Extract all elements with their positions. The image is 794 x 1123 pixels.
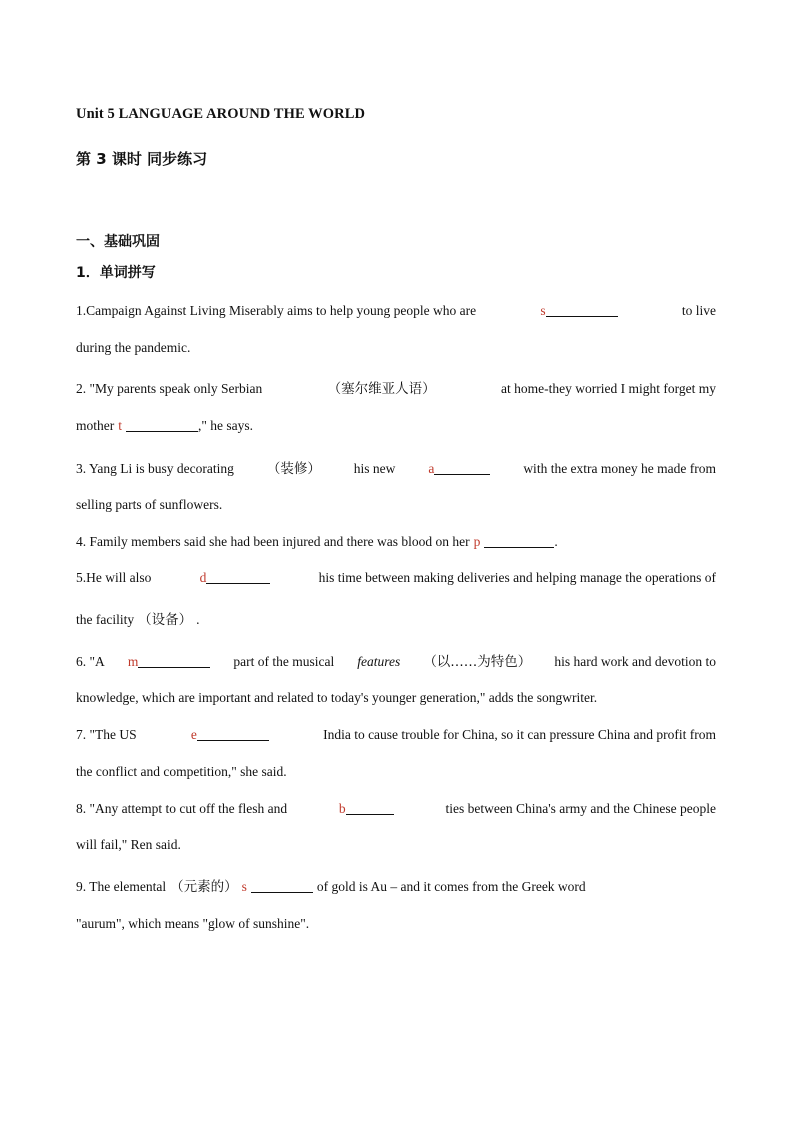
question-2-line-2 bbox=[76, 418, 716, 434]
question-8-line-1 bbox=[76, 801, 716, 817]
q2-text-end: ," he says. bbox=[198, 418, 254, 433]
q3-text: 3. Yang Li is busy decorating bbox=[76, 461, 234, 476]
q6-hint-letter: m bbox=[127, 654, 139, 669]
q6-features-word: features bbox=[357, 654, 401, 669]
q7-hint-letter: e bbox=[190, 727, 197, 742]
q7-answer-blank[interactable] bbox=[197, 728, 269, 741]
question-4-line-1 bbox=[76, 534, 716, 550]
q1-answer-blank[interactable] bbox=[546, 304, 618, 317]
q7-blank-group bbox=[191, 727, 269, 743]
subsection-heading: 1．单词拼写 bbox=[76, 265, 156, 281]
q2-answer-blank[interactable] bbox=[126, 419, 198, 432]
q2-text: 2. "My parents speak only Serbian bbox=[76, 381, 263, 396]
q2-blank-group bbox=[118, 418, 198, 434]
q3-text-after: with the extra money he made from bbox=[523, 461, 716, 476]
q6-text: 6. "A bbox=[76, 654, 105, 669]
q4-blank-group bbox=[473, 534, 558, 550]
q4-text-end: . bbox=[554, 534, 558, 549]
q3-hint-letter: a bbox=[428, 461, 435, 476]
q3-answer-blank[interactable] bbox=[434, 462, 490, 475]
q6-text-mid: part of the musical bbox=[233, 654, 335, 669]
q2-text-after: at home-they worried I might forget my bbox=[501, 381, 716, 396]
q8-text-cont: will fail," Ren said. bbox=[76, 837, 181, 852]
question-9-line-2 bbox=[76, 916, 716, 932]
question-5-line-1 bbox=[76, 570, 716, 586]
q8-hint-letter: b bbox=[338, 801, 346, 816]
q9-answer-blank[interactable] bbox=[251, 880, 313, 893]
q9-text: 9. The elemental bbox=[76, 879, 167, 894]
q9-hint-letter: s bbox=[241, 879, 247, 894]
q2-cn-gloss: （塞尔维亚人语） bbox=[327, 381, 436, 397]
page-title: Unit 5 LANGUAGE AROUND THE WORLD bbox=[76, 106, 366, 122]
q9-blank-group bbox=[242, 879, 313, 895]
question-2-line-1 bbox=[76, 377, 716, 397]
q9-text-cont: "aurum", which means "glow of sunshine". bbox=[76, 916, 310, 931]
question-3-line-2 bbox=[76, 497, 716, 513]
q6-text-cont: knowledge, which are important and related to today's younger generation," adds the songwriter. bbox=[76, 690, 598, 705]
q2-text-cont: mother bbox=[76, 418, 115, 433]
q6-blank-group bbox=[128, 654, 211, 670]
q9-text-after: of gold is Au – and it comes from the Greek word bbox=[316, 879, 586, 894]
q5-hint-letter: d bbox=[199, 570, 207, 585]
q1-text: 1.Campaign Against Living Miserably aims to help young people who are bbox=[76, 303, 477, 318]
q2-hint-letter: t bbox=[118, 418, 123, 433]
q5-text-end: . bbox=[196, 612, 200, 627]
q5-text-after: his time between making deliveries and helping manage the operations of bbox=[318, 570, 716, 585]
q3-text-cont: selling parts of sunflowers. bbox=[76, 497, 223, 512]
question-6-line-2 bbox=[76, 690, 716, 706]
question-7-line-2 bbox=[76, 764, 716, 780]
q1-hint-letter: s bbox=[540, 303, 546, 318]
q9-cn-gloss: （元素的） bbox=[170, 879, 238, 895]
q5-text-cont: the facility bbox=[76, 612, 135, 627]
q4-answer-blank[interactable] bbox=[484, 535, 554, 548]
q3-cn-gloss: （装修） bbox=[266, 461, 321, 477]
question-7-line-1 bbox=[76, 727, 716, 743]
q8-text-after: ties between China's army and the Chinese people bbox=[445, 801, 716, 816]
q4-hint-letter: p bbox=[473, 534, 481, 549]
lesson-subtitle: 第 3 课时 同步练习 bbox=[76, 150, 208, 168]
question-1-line-2 bbox=[76, 340, 716, 356]
question-6-line-1 bbox=[76, 650, 716, 670]
q3-blank-group bbox=[428, 461, 490, 477]
q1-text-after: to live bbox=[681, 303, 716, 318]
q1-blank-group bbox=[540, 303, 617, 319]
q8-answer-blank[interactable] bbox=[346, 802, 394, 815]
q7-text-cont: the conflict and competition," she said. bbox=[76, 764, 287, 779]
question-5-line-2 bbox=[76, 608, 716, 628]
q5-blank-group bbox=[200, 570, 271, 586]
section-heading: 一、基础巩固 bbox=[76, 234, 160, 250]
q5-answer-blank[interactable] bbox=[206, 571, 270, 584]
q8-blank-group bbox=[339, 801, 394, 817]
q3-text-mid: his new bbox=[353, 461, 396, 476]
q5-text: 5.He will also bbox=[76, 570, 152, 585]
q6-answer-blank[interactable] bbox=[138, 655, 210, 668]
q8-text: 8. "Any attempt to cut off the flesh and bbox=[76, 801, 288, 816]
q5-cn-gloss: （设备） bbox=[138, 612, 193, 628]
question-9-line-1 bbox=[76, 875, 676, 895]
question-1-line-1 bbox=[76, 303, 716, 319]
question-3-line-1 bbox=[76, 457, 716, 477]
question-8-line-2 bbox=[76, 837, 716, 853]
q7-text-after: India to cause trouble for China, so it can pressure China and profit from bbox=[323, 727, 716, 742]
q6-cn-gloss: （以……为特色） bbox=[423, 654, 532, 670]
q1-text-cont: during the pandemic. bbox=[76, 340, 191, 355]
q7-text: 7. "The US bbox=[76, 727, 137, 742]
q4-text: 4. Family members said she had been injured and there was blood on her bbox=[76, 534, 470, 549]
q6-text-after: his hard work and devotion to bbox=[554, 654, 716, 669]
